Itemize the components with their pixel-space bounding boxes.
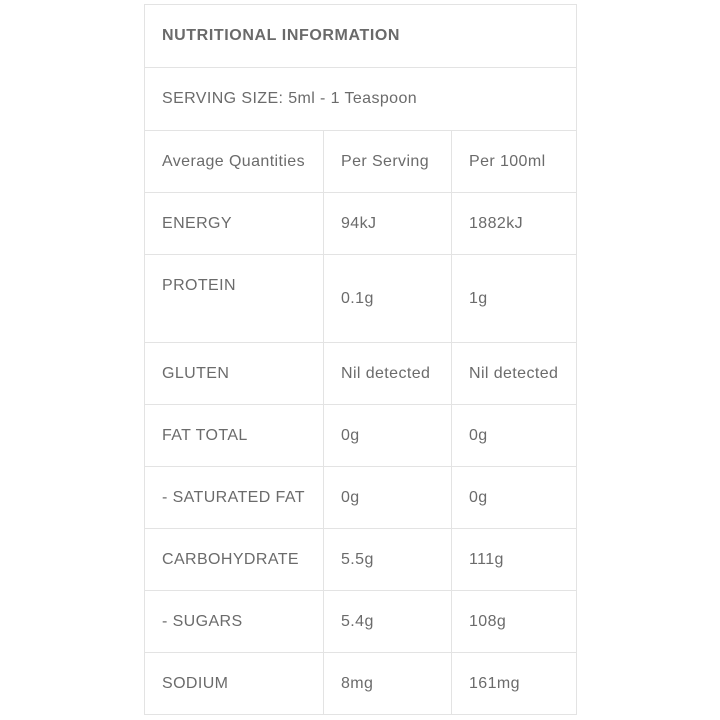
per-serving-value: 5.5g: [323, 529, 451, 590]
per-100ml-value: 0g: [451, 467, 576, 528]
table-row: [145, 192, 576, 254]
table-row: [145, 652, 576, 714]
per-serving-value: 94kJ: [323, 193, 451, 254]
per-100ml-value: 161mg: [451, 653, 576, 714]
table-row: [145, 254, 576, 342]
per-100ml-value: 1g: [451, 255, 576, 342]
nutrient-name: GLUTEN: [162, 364, 230, 382]
column-header-per-serving: Per Serving: [323, 131, 451, 192]
nutrient-name: ENERGY: [162, 214, 232, 232]
nutrient-name: SODIUM: [162, 674, 229, 692]
serving-size-row: [145, 67, 576, 130]
serving-size: SERVING SIZE: 5ml - 1 Teaspoon: [162, 90, 418, 107]
nutrient-name: FAT TOTAL: [162, 426, 248, 444]
column-header-average-quantities: Average Quantities: [162, 152, 305, 170]
per-serving-value: 0g: [323, 467, 451, 528]
column-header-per-100ml: Per 100ml: [451, 131, 576, 192]
table-row: [145, 528, 576, 590]
per-serving-value: 5.4g: [323, 591, 451, 652]
table-title: NUTRITIONAL INFORMATION: [162, 27, 401, 44]
per-100ml-value: 1882kJ: [451, 193, 576, 254]
per-100ml-value: 111g: [451, 529, 576, 590]
per-serving-value: Nil detected: [323, 343, 451, 404]
per-100ml-value: 108g: [451, 591, 576, 652]
nutrient-name: - SUGARS: [162, 612, 243, 630]
nutrient-name: - SATURATED FAT: [162, 488, 305, 506]
per-serving-value: 0g: [323, 405, 451, 466]
table-row: [145, 404, 576, 466]
nutrient-name: CARBOHYDRATE: [162, 550, 299, 568]
table-title-row: [145, 5, 576, 67]
table-row: [145, 590, 576, 652]
column-header-row: [145, 130, 576, 192]
nutrition-table: [144, 4, 577, 715]
nutrient-name: PROTEIN: [162, 277, 236, 294]
per-serving-value: 0.1g: [323, 255, 451, 342]
per-100ml-value: 0g: [451, 405, 576, 466]
per-100ml-value: Nil detected: [451, 343, 576, 404]
table-row: [145, 466, 576, 528]
per-serving-value: 8mg: [323, 653, 451, 714]
table-row: [145, 342, 576, 404]
